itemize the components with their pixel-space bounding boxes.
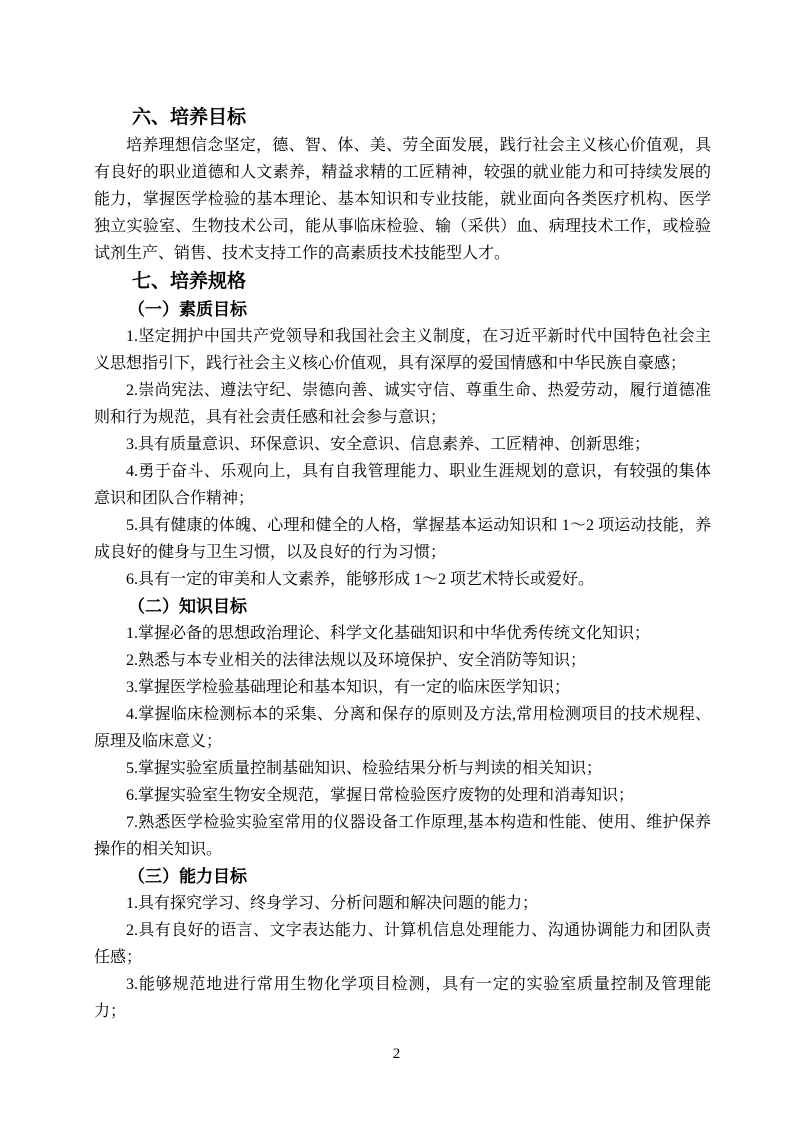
quality-goal-item: 1.坚定拥护中国共产党领导和我国社会主义制度，在习近平新时代中国特色社会主义思想指引下，践行社会主义核心价值观，具有深厚的爱国情感和中华民族自豪感； xyxy=(94,328,711,372)
knowledge-goal-item: 2.熟悉与本专业相关的法律法规以及环境保护、安全消防等知识； xyxy=(126,652,587,669)
page-number: 2 xyxy=(392,1046,401,1062)
subsection-heading-ability-goals: （三）能力目标 xyxy=(128,867,247,886)
quality-goal-item: 2.崇尚宪法、遵法守纪、崇德向善、诚实守信、尊重生命、热爱劳动，履行道德准则和行为规范，具有社会责任感和社会参与意识； xyxy=(94,382,711,426)
ability-goal-item: 2.具有良好的语言、文字表达能力、计算机信息处理能力、沟通协调能力和团队责任感； xyxy=(94,922,711,966)
section-heading-training-specifications: 七、培养规格 xyxy=(132,271,247,292)
quality-goal-item: 5.具有健康的体魄、心理和健全的人格，掌握基本运动知识和 1～2 项运动技能，养成良好的健身与卫生习惯，以及良好的行为习惯； xyxy=(94,517,711,561)
knowledge-goal-item: 3.掌握医学检验基础理论和基本知识，有一定的临床医学知识； xyxy=(126,679,571,696)
subsection-heading-knowledge-goals: （二）知识目标 xyxy=(128,597,247,616)
knowledge-goal-item: 5.掌握实验室质量控制基础知识、检验结果分析与判读的相关知识； xyxy=(126,760,603,777)
document-content xyxy=(94,103,711,1025)
subsection-heading-quality-goals: （一）素质目标 xyxy=(128,300,247,319)
section-heading-training-objectives: 六、培养目标 xyxy=(132,107,247,128)
knowledge-goal-item: 1.掌握必备的思想政治理论、科学文化基础知识和中华优秀传统文化知识； xyxy=(126,625,651,642)
ability-goal-item: 3.能够规范地进行常用生物化学项目检测，具有一定的实验室质量控制及管理能力； xyxy=(94,976,711,1020)
knowledge-goal-item: 4.掌握临床检测标本的采集、分离和保存的原则及方法,常用检测项目的技术规程、原理及临床意义； xyxy=(94,706,711,750)
knowledge-goal-item: 6.掌握实验室生物安全规范，掌握日常检验医疗废物的处理和消毒知识； xyxy=(126,787,635,804)
quality-goal-item: 3.具有质量意识、环保意识、安全意识、信息素养、工匠精神、创新思维； xyxy=(126,436,651,453)
quality-goal-item: 4.勇于奋斗、乐观向上，具有自我管理能力、职业生涯规划的意识，有较强的集体意识和团队合作精神； xyxy=(94,463,711,507)
quality-goal-item: 6.具有一定的审美和人文素养，能够形成 1～2 项艺术特长或爱好。 xyxy=(126,571,595,588)
knowledge-goal-item: 7.熟悉医学检验实验室常用的仪器设备工作原理,基本构造和性能、使用、维护保养操作的相关知识。 xyxy=(94,814,711,858)
paragraph-training-objectives: 培养理想信念坚定，德、智、体、美、劳全面发展，践行社会主义核心价值观，具有良好的职业道德和人文素养，精益求精的工匠精神，较强的就业能力和可持续发展的能力，掌握医学检验的基本理论、基本知识和专业技能，就业面向各类医疗机构、医学独立实验室、生物技术公司，能从事临床检验、输（采供）血、病理技术工作，或检验试剂生产、销售、技术支持工作的高素质技术技能型人才。 xyxy=(94,137,711,262)
ability-goal-item: 1.具有探究学习、终身学习、分析问题和解决问题的能力； xyxy=(126,895,539,912)
